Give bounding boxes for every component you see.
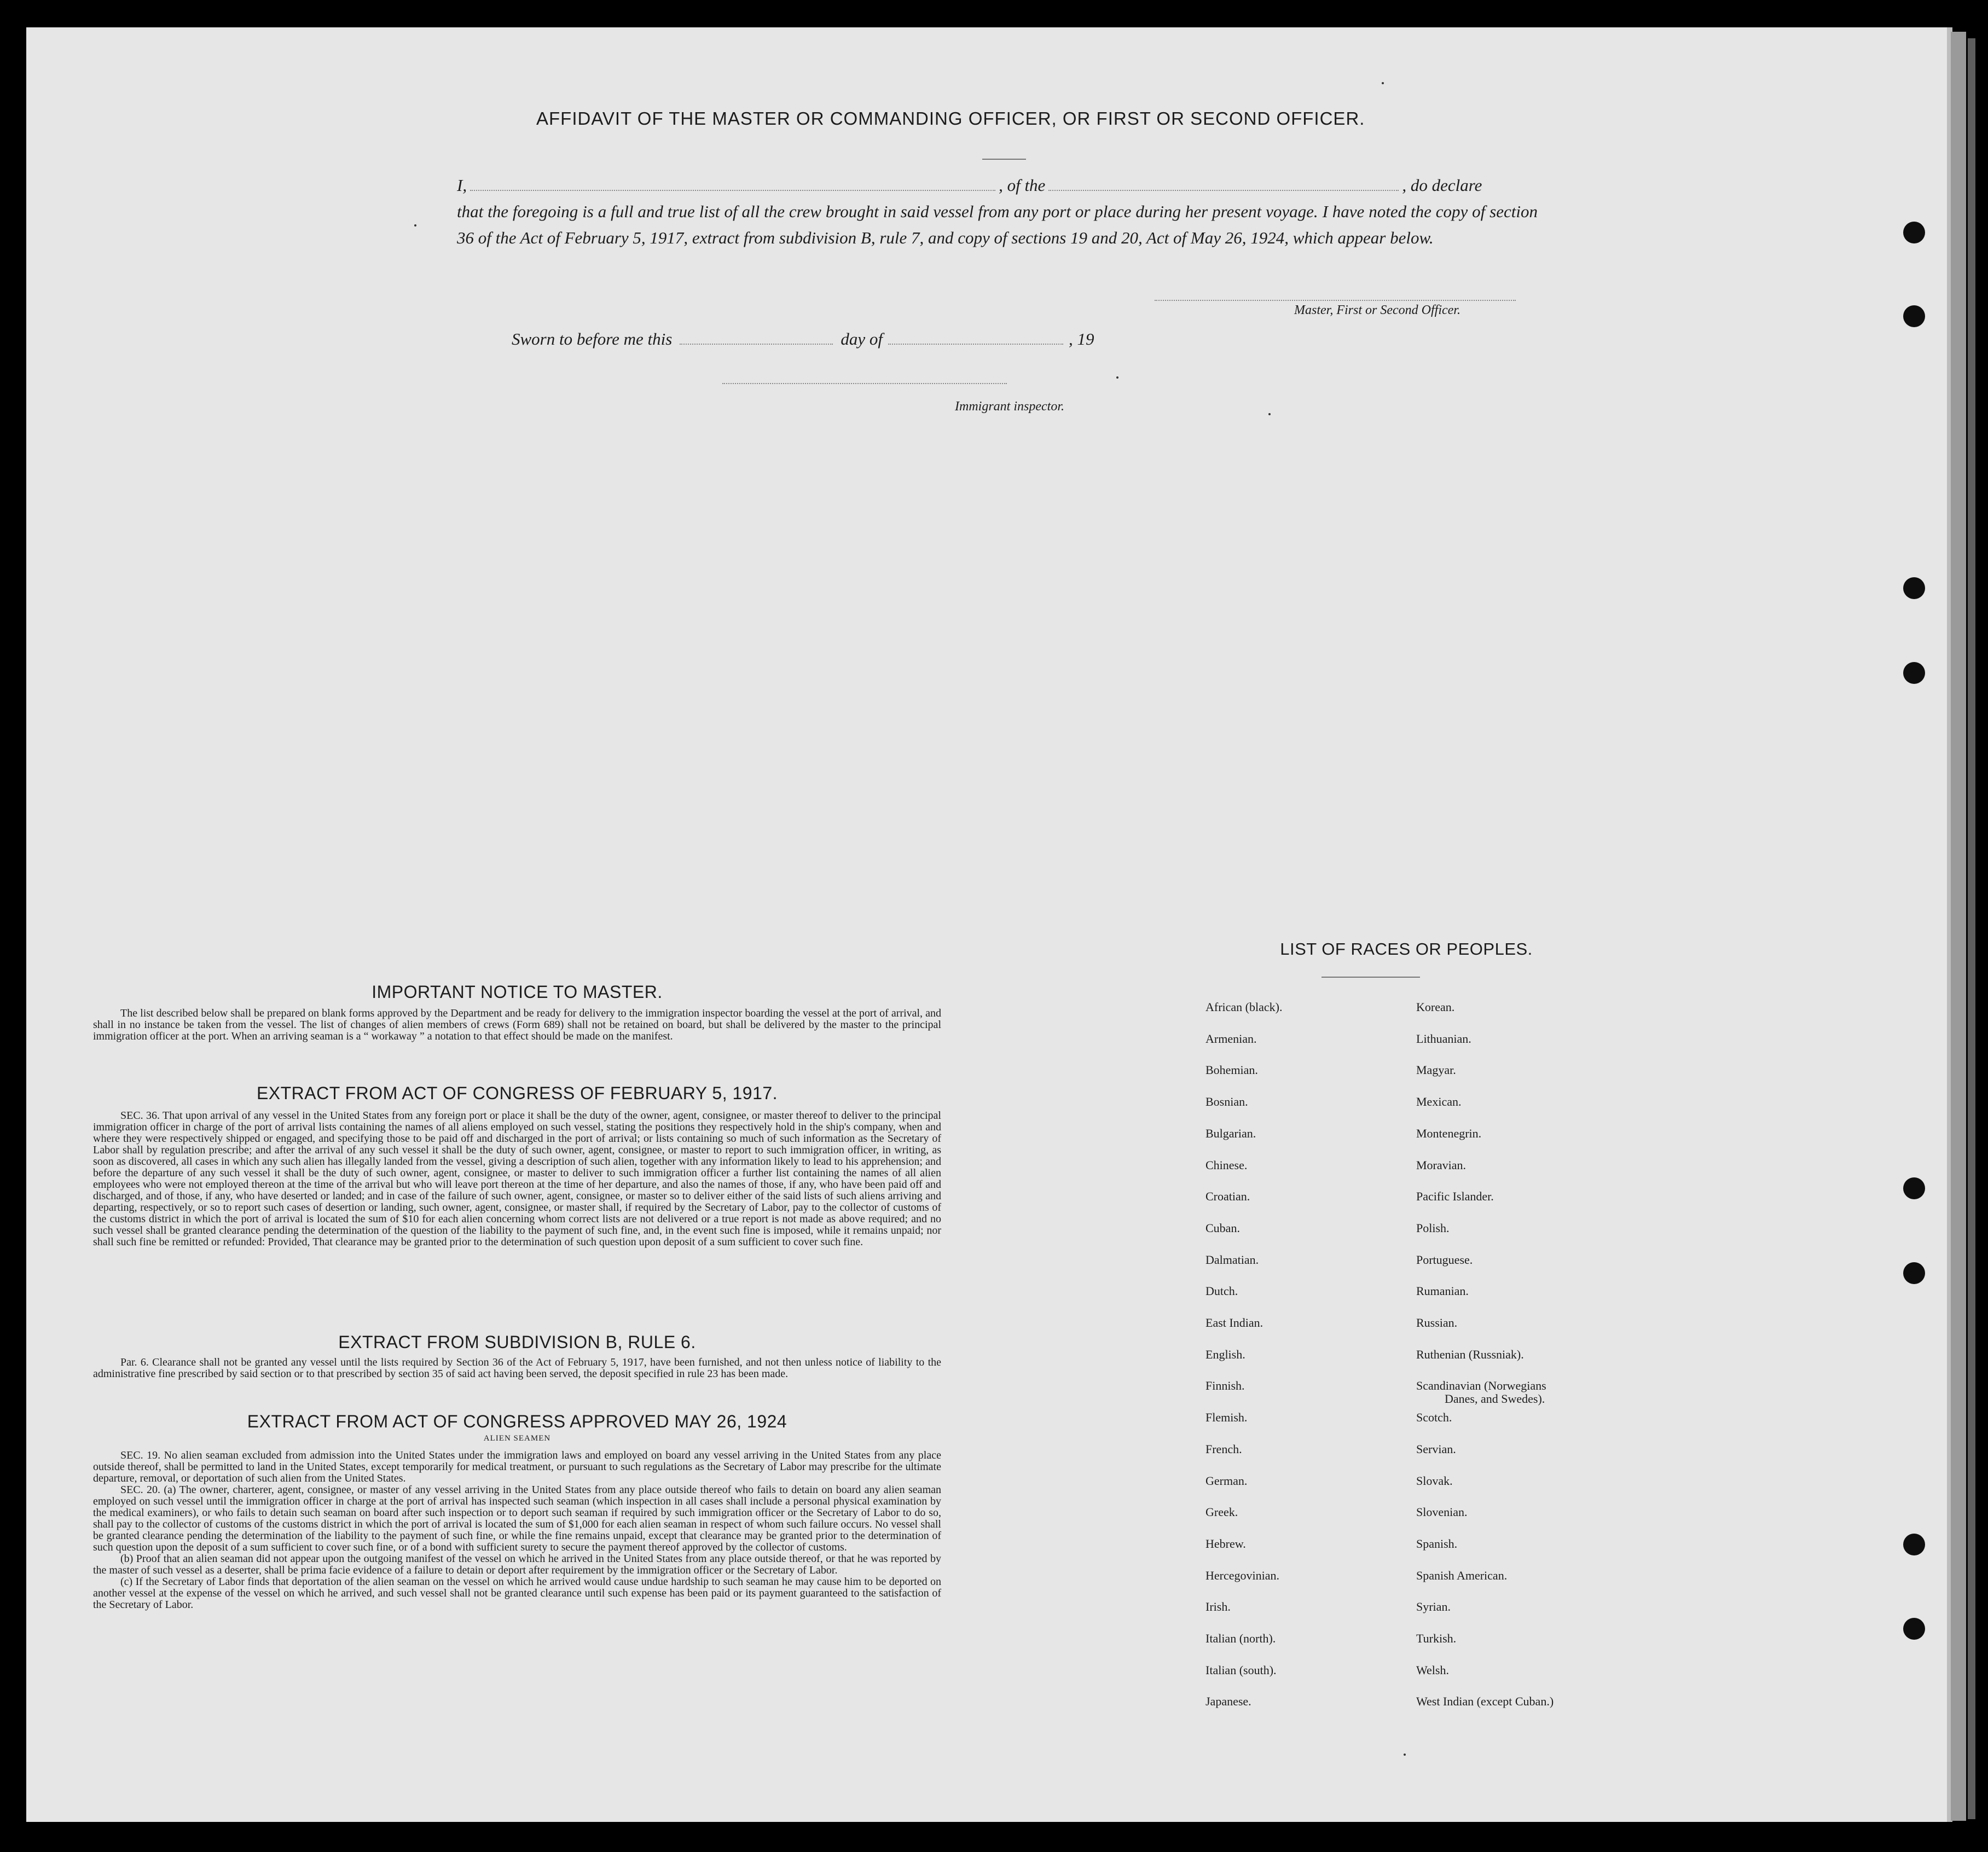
race-item: Lithuanian. xyxy=(1416,1031,1471,1046)
vessel-blank[interactable] xyxy=(1048,177,1399,191)
binder-hole xyxy=(1903,577,1925,599)
race-item: Croatian. xyxy=(1205,1189,1250,1204)
race-item: Slovenian. xyxy=(1416,1505,1468,1519)
extract-rule6-section xyxy=(93,1332,941,1380)
race-item: Slovak. xyxy=(1416,1473,1453,1488)
affidavit-declare: , do declare xyxy=(1402,176,1482,195)
affidavit-body xyxy=(457,172,1538,251)
extract-1917-section xyxy=(93,1083,941,1248)
race-item: Armenian. xyxy=(1205,1031,1257,1046)
race-item: Bohemian. xyxy=(1205,1063,1258,1077)
extract-rule6-text: Par. 6. Clearance shall not be granted any vessel until the lists required by Section 36 of the Act of February 5, 1917, have been furnished, and not then unless notice of liability to the administrative fine prescribed by said section or to that prescribed by section 35 of said act having been served, the deposit specified in rule 23 has been made. xyxy=(93,1356,941,1380)
affidavit-declaration-line xyxy=(457,172,1538,199)
race-item: Cuban. xyxy=(1205,1221,1240,1235)
race-item: Scandinavian (Norwegians xyxy=(1416,1379,1546,1393)
race-item: Bulgarian. xyxy=(1205,1126,1256,1140)
extract-1917-text: SEC. 36. That upon arrival of any vessel in the United States from any foreign port or place it shall be the duty of the owner, agent, consignee, or master thereof to deliver to the principal immigration officer in charge of the port of arrival lists containing the names of all aliens employed on such vessel, stating the positions they respectively hold in the ship's company, when and where they were respectively shipped or engaged, and specifying those to be paid off and discharged in the port of arrival; or lists containing so much of such information as the Secretary of Labor shall by regulation prescribe; and after the arrival of any such vessel it shall be the duty of such owner, agent, consignee, or master to report to such immigration officer, in writing, as soon as discovered, all cases in which any such alien has illegally landed from the vessel, giving a description of such alien, together with any information likely to lead to his apprehension; and before the departure of any such vessel it shall be the duty of such owner, agent, consignee, or master to deliver to such immigration officer a further list containing the names of all alien employees who were not employed thereon at the time of the arrival but who will leave port thereon at the time of her departure, and also the names of those, if any, who have been paid off and discharged, and of those, if any, who have deserted or landed; and in case of the failure of such owner, agent, consignee, or master so to deliver either of the said lists of such aliens arriving and departing, respectively, or so to report such cases of desertion or landing, such owner, agent, consignee, or master shall, if required by the Secretary of Labor, pay to the collector of customs of the customs district in which the port of arrival is located the sum of $10 for each alien concerning whom correct lists are not delivered or a true report is not made as above required; and no such vessel shall be granted clearance pending the determination of the question of the liability to the payment of such fine, and, in the event such fine is imposed, while it remains unpaid; nor shall such fine be remitted or refunded: Provided, That clearance may be granted prior to the determination of such question upon deposit of a sum sufficient to cover such fine. xyxy=(93,1110,941,1248)
binder-hole xyxy=(1903,1177,1925,1199)
speck xyxy=(1382,82,1384,84)
sworn-day-blank[interactable] xyxy=(680,330,833,345)
race-item: Korean. xyxy=(1416,1000,1455,1014)
extract-1917-heading: EXTRACT FROM ACT OF CONGRESS OF FEBRUARY 5, 1917. xyxy=(256,1083,778,1103)
extract-1924-section xyxy=(93,1412,941,1611)
race-item: Hebrew. xyxy=(1205,1536,1246,1551)
race-item: East Indian. xyxy=(1205,1316,1263,1330)
extract-1924-sec20b: (b) Proof that an alien seaman did not appear upon the outgoing manifest of the vessel on which he arrived in the United States from any place outside thereof, or that he was reported by the master of such vessel as a deserter, shall be prima facie evidence of a failure to detain or deport after requirement by the immigration officer or the Secretary of Labor. xyxy=(93,1553,941,1576)
race-item: French. xyxy=(1205,1442,1242,1456)
race-item: Japanese. xyxy=(1205,1694,1251,1709)
alien-seamen-caption: ALIEN SEAMEN xyxy=(483,1434,551,1443)
race-item: English. xyxy=(1205,1347,1245,1361)
race-item: Italian (south). xyxy=(1205,1663,1277,1677)
sworn-prefix: Sworn to before me this xyxy=(512,329,673,349)
extract-1924-sec20c: (c) If the Secretary of Labor finds that deportation of the alien seaman on the vessel on which he arrived would cause undue hardship to such seaman he may cause him to be deported on another vessel at the expense of the vessel on which he arrived, and such vessel shall not be granted clearance until such expense has been paid or its payment guaranteed to the satisfaction of the Secretary of Labor. xyxy=(93,1576,941,1611)
affidavit-heading: AFFIDAVIT OF THE MASTER OR COMMANDING OFFICER, OR FIRST OR SECOND OFFICER. xyxy=(536,108,1365,129)
race-item: Hercegovinian. xyxy=(1205,1568,1279,1582)
binder-hole xyxy=(1903,1618,1925,1640)
race-item: German. xyxy=(1205,1473,1248,1488)
race-item: Spanish. xyxy=(1416,1536,1458,1551)
race-item: Rumanian. xyxy=(1416,1284,1469,1298)
binder-hole xyxy=(1903,1534,1925,1555)
name-blank[interactable] xyxy=(470,177,995,191)
extract-rule6-heading: EXTRACT FROM SUBDIVISION B, RULE 6. xyxy=(338,1332,696,1352)
race-item: Mexican. xyxy=(1416,1095,1462,1109)
extract-1924-sec19: SEC. 19. No alien seaman excluded from admission into the United States under the immigration laws and employed on board any vessel arriving in the United States from any place outside thereof, shall be permitted to land in the United States, except temporarily for medical treatment, or pursuant to such regulations as the Secretary of Labor may prescribe for the ultimate departure, removal, or deportation of such alien from the United States. xyxy=(93,1449,941,1484)
race-item: Welsh. xyxy=(1416,1663,1449,1677)
sworn-month-blank[interactable] xyxy=(888,330,1063,345)
race-item: Magyar. xyxy=(1416,1063,1456,1077)
race-item: Syrian. xyxy=(1416,1600,1451,1614)
heading-rule xyxy=(982,159,1026,160)
race-item: Greek. xyxy=(1205,1505,1238,1519)
affidavit-paragraph: that the foregoing is a full and true list of all the crew brought in said vessel from any port or place during her present voyage. I have noted the copy of section 36 of the Act of February 5, 1917, extract from subdivision B, rule 7, and copy of sections 19 and 20, Act of May 26, 1924, which appear below. xyxy=(457,202,1538,247)
notice-text: The list described below shall be prepared on blank forms approved by the Department and be ready for delivery to the immigration inspector boarding the vessel at the port of arrival, and shall in no instance be taken from the vessel. The list of changes of alien members of crews (Form 689) shall not be retained on board, but shall be delivered by the master to the principal immigration officer at the port. When an arriving seaman is a “ workaway ” a notation to that effect should be made on the manifest. xyxy=(93,1007,941,1042)
race-item: Turkish. xyxy=(1416,1632,1457,1645)
race-item: African (black). xyxy=(1205,1000,1283,1014)
race-item: Pacific Islander. xyxy=(1416,1189,1494,1204)
race-item: Italian (north). xyxy=(1205,1632,1276,1645)
signature-line[interactable] xyxy=(1155,300,1516,301)
race-item: Spanish American. xyxy=(1416,1568,1508,1582)
binder-hole xyxy=(1903,222,1925,243)
speck xyxy=(1404,1754,1406,1756)
binder-hole xyxy=(1903,662,1925,684)
extract-1924-sec20a: SEC. 20. (a) The owner, charterer, agent, consignee, or master of any vessel arriving in the United States from any place outside thereof who fails to detain on board any alien seaman employed on such vessel until the immigration officer in charge at the port of arrival has inspected such seaman (which inspection in all cases shall include a personal physical examination by the medical examiners), or who fails to detain such seaman on board after such inspection or to deport such seaman if required by such immigration officer or the Secretary of Labor to do so, shall pay to the collector of customs of the customs district in which the port of arrival is located the sum of $1,000 for each alien seaman in respect of whom such failure occurs. No vessel shall be granted clearance pending the determination of the liability to the payment of such fine, or while the fine remains unpaid, except that clearance may be granted prior to the determination of such question upon the deposit of a sum sufficient to cover such fine, or of a bond with sufficient surety to secure the payment thereof approved by the collector of customs. xyxy=(93,1484,941,1553)
race-item: Chinese. xyxy=(1205,1158,1248,1172)
inspector-signature-line[interactable] xyxy=(722,383,1007,384)
race-item: Montenegrin. xyxy=(1416,1126,1482,1140)
underlying-page-edge xyxy=(1951,32,1966,1821)
races-heading-rule xyxy=(1322,977,1420,978)
affidavit-i: I, xyxy=(457,176,467,195)
race-item: Dalmatian. xyxy=(1205,1252,1259,1267)
sworn-line xyxy=(512,329,1094,349)
signature-label: Master, First or Second Officer. xyxy=(1294,303,1460,317)
race-item: Dutch. xyxy=(1205,1284,1238,1298)
race-item: Bosnian. xyxy=(1205,1095,1248,1109)
speck xyxy=(414,224,416,227)
extract-1924-heading: EXTRACT FROM ACT OF CONGRESS APPROVED MAY 26, 1924 xyxy=(247,1412,787,1431)
race-item: Polish. xyxy=(1416,1221,1450,1235)
affidavit-of-the: , of the xyxy=(999,176,1046,195)
notice-section xyxy=(93,982,941,1042)
notice-heading: IMPORTANT NOTICE TO MASTER. xyxy=(372,982,663,1002)
binder-hole xyxy=(1903,305,1925,327)
sworn-year: , 19 xyxy=(1068,329,1094,349)
race-item: Irish. xyxy=(1205,1600,1231,1614)
race-item: Scotch. xyxy=(1416,1410,1452,1425)
races-heading: LIST OF RACES OR PEOPLES. xyxy=(1280,939,1533,959)
race-item: Portuguese. xyxy=(1416,1252,1473,1267)
race-item: Flemish. xyxy=(1205,1410,1248,1425)
binder-hole xyxy=(1903,1262,1925,1284)
inspector-label: Immigrant inspector. xyxy=(955,399,1064,414)
race-item: Ruthenian (Russniak). xyxy=(1416,1347,1524,1361)
race-item: Russian. xyxy=(1416,1316,1458,1330)
speck xyxy=(1116,376,1118,379)
race-item: Moravian. xyxy=(1416,1158,1467,1172)
race-item: Servian. xyxy=(1416,1442,1456,1456)
speck xyxy=(1268,413,1271,415)
sworn-day-of: day of xyxy=(841,329,883,349)
race-item-continuation: Danes, and Swedes). xyxy=(1445,1392,1545,1406)
underlying-page-shadow xyxy=(1968,38,1975,1819)
race-item: Finnish. xyxy=(1205,1379,1245,1393)
race-item: West Indian (except Cuban.) xyxy=(1416,1694,1554,1709)
